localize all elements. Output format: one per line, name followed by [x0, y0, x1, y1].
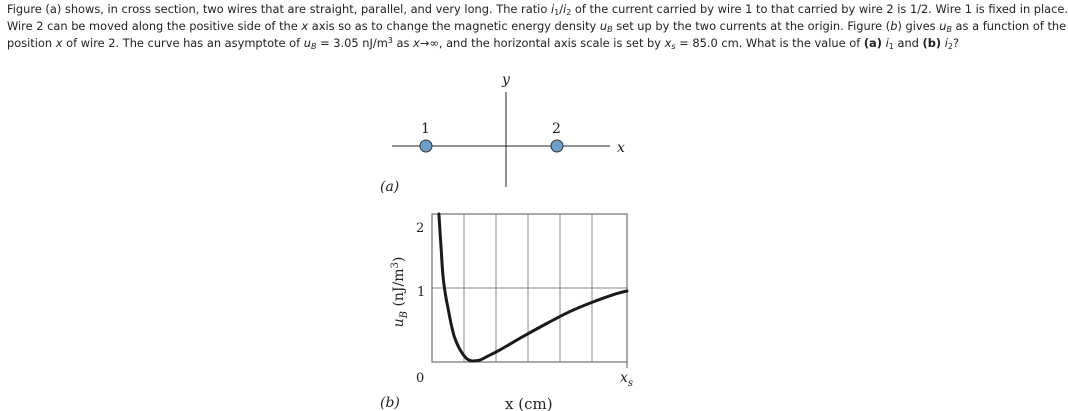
- problem-text: of the current carried by wire 1 to that carried by wire 2 is 1/2. Wire 1 is fixed in place.: [571, 2, 1068, 16]
- chart-grid: [432, 214, 627, 362]
- problem-text: ?: [952, 36, 960, 50]
- y-tick-2: 2: [416, 221, 425, 236]
- problem-text: , and the horizontal axis scale is set by: [438, 36, 665, 50]
- variable-symbol: u: [303, 36, 312, 50]
- problem-text: Wire 2 can be moved along the positive side of the: [7, 19, 302, 33]
- x-axis-label: x: [617, 140, 625, 156]
- y-axis-title: $u_B$ $(nJ/m^3)$: [390, 256, 410, 328]
- variable-symbol: u: [939, 19, 947, 33]
- figure-a-caption: (a): [380, 179, 400, 195]
- current-symbol: i: [944, 36, 948, 50]
- x-end-label: $x_s$: [620, 370, 634, 389]
- figure-b: [380, 214, 633, 411]
- x-axis-title: x (cm): [505, 395, 553, 411]
- variable-symbol: b: [890, 19, 898, 33]
- subscript: 1: [554, 8, 560, 17]
- current-symbol: i: [563, 2, 567, 16]
- figure-a: [380, 72, 625, 195]
- subscript: 2: [566, 8, 572, 17]
- variable-symbol: x: [301, 19, 309, 33]
- problem-text: as a function of the: [951, 19, 1067, 33]
- problem-text: as: [392, 36, 414, 50]
- superscript: 3: [387, 36, 393, 45]
- problem-text: axis so as to change the magnetic energy density: [308, 19, 600, 33]
- problem-text: of wire 2. The curve has an asymptote of: [62, 36, 304, 50]
- problem-text: = 3.05 nJ/m: [316, 36, 388, 50]
- variable-symbol: x: [55, 36, 63, 50]
- problem-text: position: [7, 36, 56, 50]
- wire-1-marker: [420, 140, 432, 152]
- y-tick-1: 1: [417, 285, 426, 300]
- question-part-b: (b): [922, 36, 942, 50]
- subscript: B: [946, 25, 952, 34]
- problem-text: and: [893, 36, 923, 50]
- current-symbol: i: [550, 2, 555, 16]
- subscript: B: [311, 42, 317, 51]
- wire-2-label: 2: [552, 121, 561, 137]
- wire-1-label: 1: [421, 121, 430, 137]
- subscript: s: [671, 42, 676, 51]
- problem-text: ) gives: [897, 19, 940, 33]
- limit-expression: x→∞: [413, 36, 439, 50]
- subscript: 2: [947, 42, 953, 51]
- figure-b-caption: (b): [380, 395, 400, 411]
- variable-symbol: u: [599, 19, 608, 33]
- problem-text: = 85.0 cm. What is the value of: [675, 36, 864, 50]
- problem-text: Figure (a) shows, in cross section, two wires that are straight, parallel, and very long. The ratio: [7, 2, 551, 16]
- question-part-a: (a): [863, 36, 882, 50]
- subscript: B: [607, 25, 613, 34]
- problem-text: set up by the two currents at the origin. Figure (: [612, 19, 891, 33]
- y-tick-0: 0: [416, 371, 425, 386]
- y-axis-label: y: [502, 72, 510, 88]
- current-symbol: i: [885, 36, 889, 50]
- subscript: 1: [888, 42, 894, 51]
- problem-text: /: [559, 2, 564, 16]
- wire-2-marker: [551, 140, 563, 152]
- variable-symbol: x: [664, 36, 672, 50]
